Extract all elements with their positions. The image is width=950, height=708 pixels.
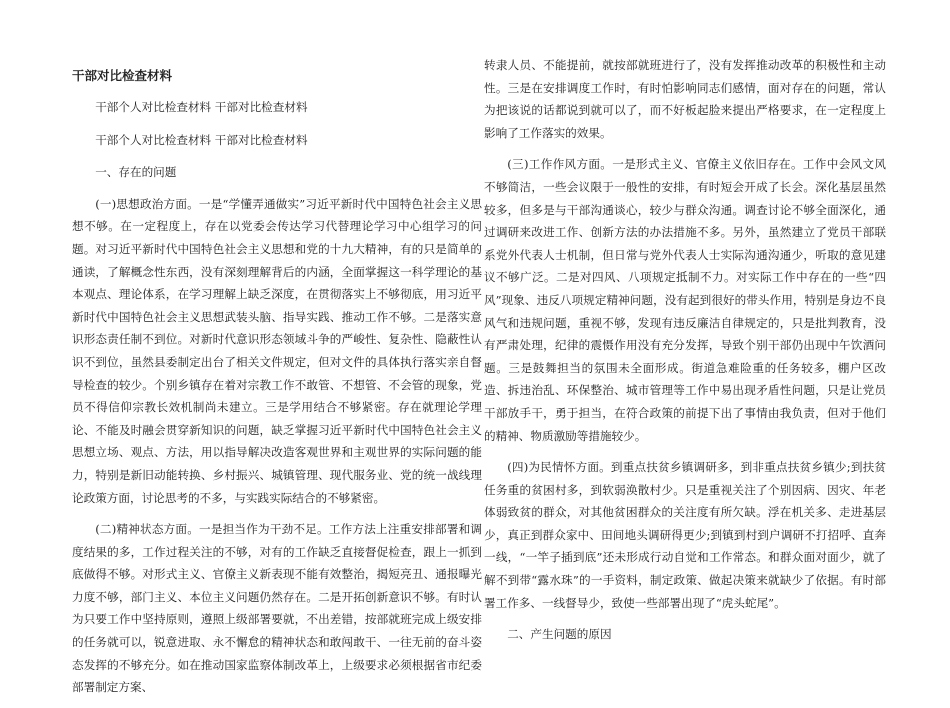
paragraph-spirit-continued: 转隶人员、不能提前，就按部就班进行了，没有发挥推动改革的积极性和主动性。三是在安排调度工作时，有时怕影响同志们感情，面对存在的问题，常认为把该说的话都说到就可以了，而不好板起脸来提出严格要求，在一定程度上影响了工作落实的效果。 [484, 58, 886, 140]
section-heading-causes: 二、产生问题的原因 [507, 627, 612, 642]
section-heading-problems: 一、存在的问题 [95, 165, 177, 180]
paragraph-spirit: (二)精神状态方面。一是担当作为干劲不足。工作方法上注重安排部署和调度结果的多，工作过程关注的不够，对有的工作缺乏直接督促检查，跟上一抓到底做得不够。对形式主义、官僚主义新表现不能有效整治，揭短亮丑、通报曝光力度不够，部门主义、本位主义问题仍然存在。二是开拓创新意识不够。有时认为只要工作中坚持原则，遵照上级部署要就，不出差错，按部就班完成上级安排的任务就可以，锐意进取、永不懈怠的精神状态和敢闯敢干、一往无前的奋斗姿态发挥的不够充分。如在推动国家监察体制改革上，上级要求必须根据省市纪委部署制定方案、 [72, 522, 482, 695]
document-title: 干部对比检查材料 [72, 68, 173, 83]
subtitle-line-2: 干部个人对比检查材料 干部对比检查材料 [95, 132, 308, 147]
subtitle-line-1: 干部个人对比检查材料 干部对比检查材料 [95, 100, 308, 114]
right-column [484, 54, 886, 655]
paragraph-people-care: (四)为民情怀方面。到重点扶贫乡镇调研多，到非重点扶贫乡镇少;到扶贫任务重的贫困村多，到软弱涣散村少。只是重视关注了个别因病、因灾、年老体弱致贫的群众，对其他贫困群众的关注度有所欠缺。浮在机关多、走进基层少，真正到群众家中、田间地头调研得更少;到镇到村到户调研不打招呼、直奔一线，“一竿子插到底”还未形成行动自觉和工作常态。和群众面对面少，就了解不到带“露水珠”的一手资料，制定政策、做起决策来就缺少了依据。有时部署工作多、一线督导少，致使一些部署出现了“虎头蛇尾”。 [484, 460, 886, 610]
paragraph-work-style: (三)工作作风方面。一是形式主义、官僚主义依旧存在。工作中会风文风不够简洁，一些会议限于一般性的安排，有时短会开成了长会。深化基层虽然较多，但多是与干部沟通谈心，较少与群众沟通。调查讨论不够全面深化，通过调研来改进工作、创新方法的办法措施不多。另外，虽然建立了党员干部联系党外代表人士机制，但日常与党外代表人士实际沟通沟通少，听取的意见建议不够广泛。二是对四风、八项规定抵制不力。对实际工作中存在的一些“四风”现象、违反八项规定精神问题，没有起到很好的带头作用，特别是身边不良风气和违规问题，重视不够，发现有违反廉洁自律规定的，只是批判教育，没有严肃处理，纪律的震慑作用没有充分发挥，导致个别干部仍出现中午饮酒问题。三是鼓舞担当的氛围未全面形成。街道急难险重的任务较多，棚户区改造、拆违治乱、环保整治、城市管理等工作中易出现矛盾性问题，只是让党员干部放手干，勇于担当，在符合政策的前提下出了事情由我负责，但对于他们的精神、物质激励等措施较少。 [484, 157, 886, 443]
left-column [72, 68, 482, 708]
paragraph-ideology: (一)思想政治方面。一是“学懂弄通做实”习近平新时代中国特色社会主义思想不够。在一定程度上，存在以党委会传达学习代替理论学习中心组学习的问题。对习近平新时代中国特色社会主义思想和党的十九大精神，有的只是简单的通读，了解概念性东西，没有深刻理解背后的内涵，全面掌握这一科学理论的基本观点、理论体系，在学习理解上缺乏深度，在贯彻落实上不够彻底，用习近平新时代中国特色社会主义思想武装头脑、指导实践、推动工作不够。二是落实意识形态责任制不到位。对新时代意识形态领域斗争的严峻性、复杂性、隐蔽性认识不到位，虽然县委制定出台了相关文件规定，但对文件的具体执行落实亲自督导检查的较少。个别乡镇存在着对宗教工作不敢管、不想管、不会管的现象，党员不得信仰宗教长效机制尚未建立。三是学用结合不够紧密。存在就理论学理论、不能及时融会贯穿新知识的问题，缺乏掌握习近平新时代中国特色社会主义思想立场、观点、方法，用以指导解决改造客观世界和主观世界的实际问题的能力，特别是新旧动能转换、乡村振兴、城镇管理、现代服务业、党的统一战线理论政策方面，讨论思考的不多，与实践实际结合的不够紧密。 [72, 196, 482, 505]
